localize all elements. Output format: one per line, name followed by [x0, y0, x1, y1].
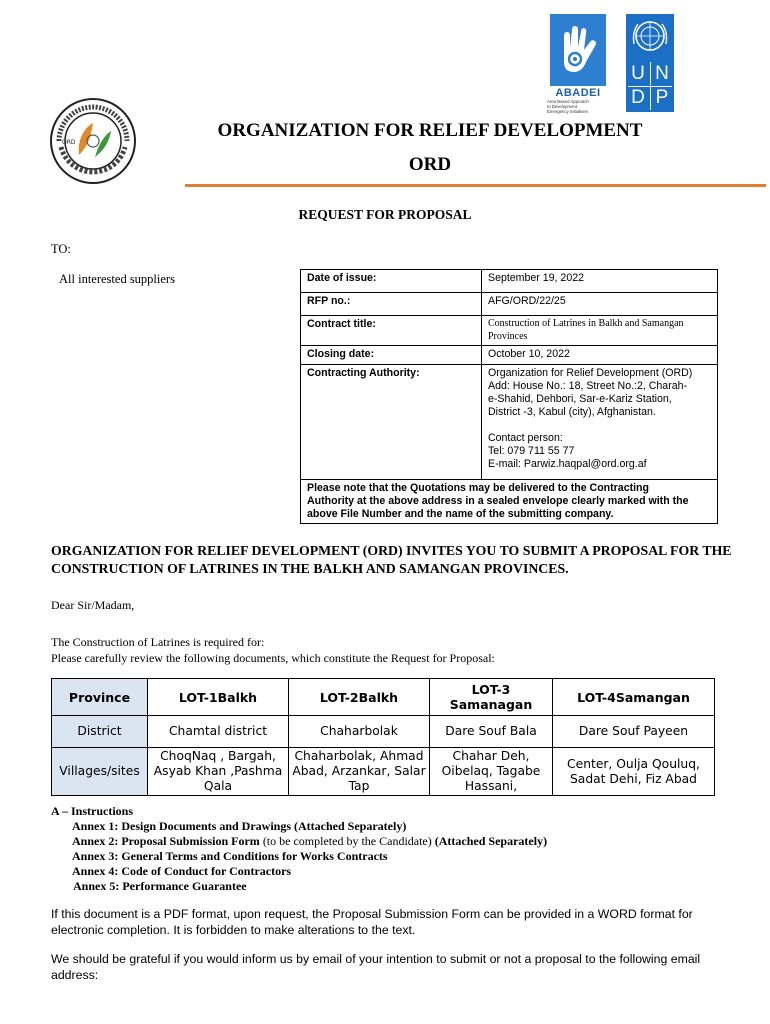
invitation-heading: ORGANIZATION FOR RELIEF DEVELOPMENT (ORD) INVITES YOU TO SUBMIT A PROPOSAL FOR THE CONSTRUCTION OF LATRINES IN THE BALKH AND SAMANGAN PROVINCES. [51, 543, 732, 576]
table-row [301, 346, 718, 365]
lot-header: LOT-4Samangan [553, 679, 715, 716]
date-label: Date of issue: [301, 270, 482, 293]
undp-letter: P [655, 87, 669, 108]
contract-title-label: Contract title: [301, 316, 482, 346]
table-row [301, 293, 718, 316]
abadei-tagline: Area Based Approach to Development Emergency Initiatives [547, 99, 589, 114]
rfp-info-table [300, 269, 718, 524]
villages-cell: Chaharbolak, Ahmad Abad, Arzankar, Salar Tap [289, 748, 430, 796]
annex-item: Annex 4: Code of Conduct for Contractors [72, 864, 292, 878]
table-row [301, 480, 718, 524]
undp-letter: D [631, 87, 645, 108]
district-cell: Chamtal district [148, 716, 289, 748]
addressee: All interested suppliers [59, 272, 175, 286]
required-for-text: The Construction of Latrines is required for: [51, 635, 265, 649]
annex-item: Annex 5: Performance Guarantee [73, 879, 247, 893]
contracting-authority-label: Contracting Authority: [301, 365, 482, 480]
table-row [52, 679, 715, 716]
to-label: TO: [51, 242, 71, 256]
rfp-number-value: AFG/ORD/22/25 [482, 293, 718, 316]
instructions-heading: A – Instructions [51, 804, 134, 818]
hand-icon [550, 14, 606, 86]
delivery-note: Please note that the Quotations may be delivered to the Contracting Authority at the above address in a sealed envelope clearly marked with the above File Number and the name of the submitting company. [301, 480, 718, 524]
lots-table [51, 678, 715, 796]
closing-date-label: Closing date: [301, 346, 482, 365]
abadei-name: ABADEI [555, 87, 601, 99]
district-cell: Dare Souf Payeen [553, 716, 715, 748]
un-emblem-icon [626, 14, 674, 60]
org-title: ORGANIZATION FOR RELIEF DEVELOPMENT [217, 120, 643, 141]
svg-text:ORD: ORD [62, 139, 76, 146]
lot-header: LOT-2Balkh [289, 679, 430, 716]
villages-label: Villages/sites [52, 748, 148, 796]
table-row [52, 716, 715, 748]
villages-cell: ChoqNaq , Bargah, Asyab Khan ,Pashma Qala [148, 748, 289, 796]
closing-date-value: October 10, 2022 [482, 346, 718, 365]
villages-cell: Chahar Deh, Oibelaq, Tagabe Hassani, [430, 748, 553, 796]
contract-title-value: Construction of Latrines in Balkh and Samangan Provinces [482, 316, 718, 346]
villages-cell: Center, Oulja Qouluq, Sadat Dehi, Fiz Abad [553, 748, 715, 796]
header-divider [185, 184, 766, 187]
lot-header: LOT-3 Samanagan [430, 679, 553, 716]
salutation: Dear Sir/Madam, [51, 598, 135, 612]
lot-header: LOT-1Balkh [148, 679, 289, 716]
email-request-note: We should be grateful if you would inform us by email of your intention to submit or not a proposal to the following email address: [51, 952, 701, 982]
review-text: Please carefully review the following documents, which constitute the Request for Proposal: [51, 651, 495, 665]
annex-item: Annex 3: General Terms and Conditions for Works Contracts [72, 849, 388, 863]
org-abbreviation: ORD [408, 154, 452, 175]
annex-item: Annex 2: Proposal Submission Form (to be completed by the Candidate) (Attached Separately) [72, 834, 548, 848]
table-row [301, 270, 718, 293]
undp-letter: U [631, 63, 645, 84]
abadei-logo [547, 14, 607, 114]
district-label: District [52, 716, 148, 748]
table-row [52, 748, 715, 796]
undp-letter: N [655, 63, 669, 84]
document-heading: REQUEST FOR PROPOSAL [298, 207, 472, 222]
undp-logo [626, 14, 674, 112]
rfp-number-label: RFP no.: [301, 293, 482, 316]
pdf-format-note: If this document is a PDF format, upon request, the Proposal Submission Form can be provided in a WORD format for electronic completion. It is forbidden to make alterations to the text. [51, 907, 693, 937]
date-value: September 19, 2022 [482, 270, 718, 293]
annex-item: Annex 1: Design Documents and Drawings (Attached Separately) [72, 819, 407, 833]
table-row [301, 365, 718, 480]
district-cell: Chaharbolak [289, 716, 430, 748]
province-header: Province [52, 679, 148, 716]
contracting-authority-value: Organization for Relief Development (ORD) Add: House No.: 18, Street No.:2, Charah- e-Shahid, Dehbori, Sar-e-Kariz Station, District -3, Kabul (city), Afghanistan. Contact person: Tel: 079 711 55 77 E-mail: Parwiz.haqpal@ord.org.af [482, 365, 718, 480]
district-cell: Dare Souf Bala [430, 716, 553, 748]
table-row [301, 316, 718, 346]
